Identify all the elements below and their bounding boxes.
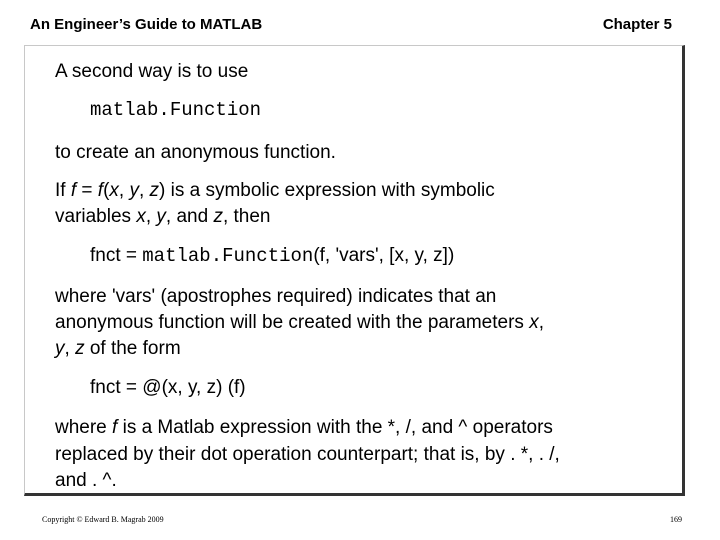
- text: (f, 'vars', [x, y, z]): [313, 245, 455, 266]
- text: (: [103, 180, 110, 201]
- var-z: z: [75, 338, 85, 359]
- text: ,: [138, 180, 150, 201]
- text: ) is a symbolic expression with symbolic: [159, 180, 495, 201]
- text: If: [55, 180, 71, 201]
- text: ,: [538, 312, 544, 333]
- var-x: x: [109, 180, 119, 201]
- text: , then: [222, 206, 271, 227]
- text: fnct =: [90, 245, 143, 266]
- paragraph-vars-line2: [55, 310, 544, 336]
- var-f: f: [112, 417, 118, 438]
- footer-copyright: Copyright © Edward B. Magrab 2009: [42, 515, 164, 524]
- var-y: y: [129, 180, 139, 201]
- var-z: z: [149, 180, 160, 201]
- text: variables: [55, 206, 137, 227]
- paragraph-operators-line3: and . ^.: [55, 470, 117, 491]
- paragraph-intro: A second way is to use: [55, 61, 249, 82]
- code-example-matlab-function: [90, 243, 454, 269]
- var-y: y: [55, 338, 65, 359]
- var-z: z: [213, 206, 223, 227]
- text: ,: [64, 338, 76, 359]
- text: is a Matlab expression with the *, /, and ^ operators: [117, 417, 553, 438]
- text: anonymous function will be created with the parameters: [55, 312, 530, 333]
- page-number: 169: [670, 515, 682, 524]
- chapter-label: Chapter 5: [602, 16, 672, 33]
- paragraph-vars-line1: where 'vars' (apostrophes required) indicates that an: [55, 286, 497, 307]
- var-f: f: [70, 180, 77, 201]
- text: =: [76, 180, 98, 201]
- var-y: y: [156, 206, 166, 227]
- var-x: x: [136, 206, 146, 227]
- code-matlab-function: matlab.Function: [90, 99, 262, 121]
- paragraph-operators-line2: replaced by their dot operation counterpart; that is, by . *, . /,: [55, 444, 560, 465]
- header-title: An Engineer’s Guide to MATLAB: [30, 16, 263, 33]
- paragraph-anonymous: to create an anonymous function.: [55, 142, 336, 163]
- var-f: f: [97, 180, 104, 201]
- paragraph-symbolic-line1: [55, 178, 495, 204]
- paragraph-symbolic-line2: [55, 204, 270, 230]
- paragraph-operators-line1: [55, 415, 553, 441]
- text: ,: [118, 180, 130, 201]
- code: matlab.Function: [142, 245, 314, 267]
- text: , and: [165, 206, 214, 227]
- paragraph-vars-line3: [55, 336, 181, 362]
- text: of the form: [84, 338, 181, 359]
- code-example-anonymous: fnct = @(x, y, z) (f): [90, 377, 246, 398]
- text: where: [55, 417, 113, 438]
- text: ,: [145, 206, 157, 227]
- var-x: x: [529, 312, 539, 333]
